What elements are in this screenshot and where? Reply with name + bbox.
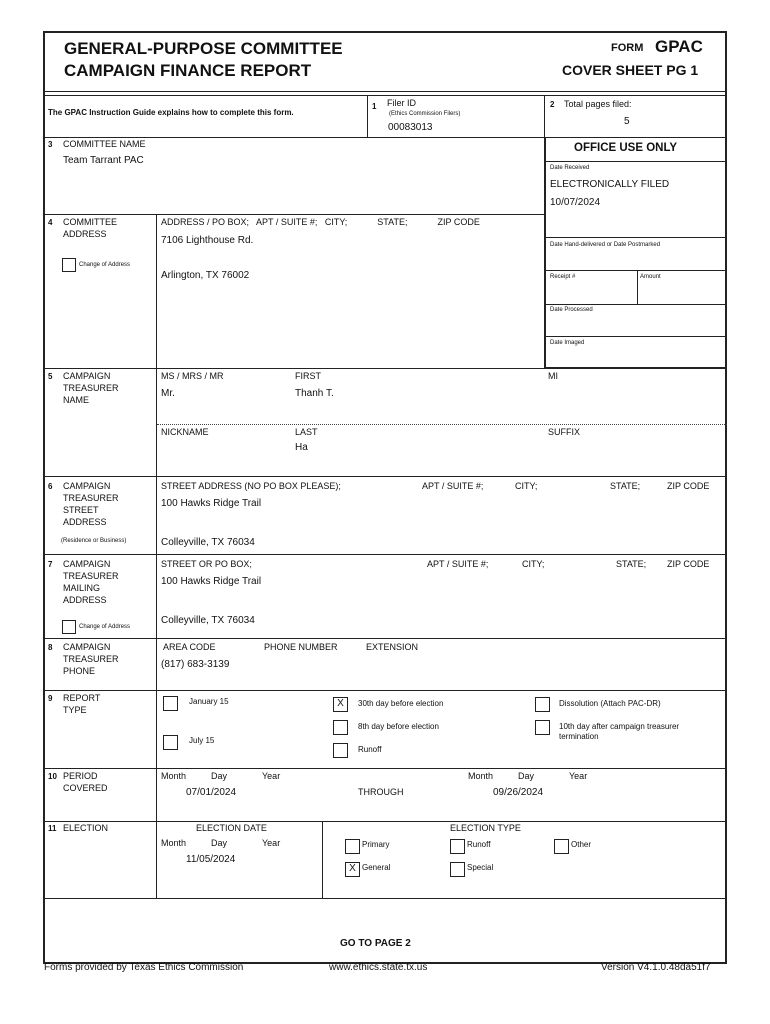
divider xyxy=(43,95,727,96)
receipt-label: Receipt # xyxy=(550,274,576,280)
period-year-label: Year xyxy=(262,771,281,781)
other-checkbox[interactable] xyxy=(554,839,569,854)
middle-initial-label: MI xyxy=(548,371,558,381)
divider xyxy=(367,95,368,137)
filer-id-value: 00083013 xyxy=(388,122,433,133)
report-type-label: TYPE xyxy=(63,705,87,715)
treasurer-phone-number: 8 xyxy=(48,643,53,652)
divider xyxy=(43,91,727,92)
treasurer-mailing-label: ADDRESS xyxy=(63,595,107,605)
election-date-value: 11/05/2024 xyxy=(186,854,236,865)
report-type-label: REPORT xyxy=(63,693,101,703)
period-number: 10 xyxy=(48,772,57,781)
8th-day-label: 8th day before election xyxy=(358,722,439,731)
processed-label: Date Processed xyxy=(550,307,593,313)
divider xyxy=(156,768,157,821)
footer-provider: Forms provided by Texas Ethics Commission xyxy=(44,962,244,973)
zip-code-label: ZIP CODE xyxy=(667,481,710,491)
date-received-value-line1: ELECTRONICALLY FILED xyxy=(550,179,670,190)
divider xyxy=(43,368,727,369)
mailing-street-label: STREET OR PO BOX; xyxy=(161,559,252,569)
divider xyxy=(544,95,545,137)
go-to-page-2: GO TO PAGE 2 xyxy=(340,938,411,949)
divider xyxy=(545,237,727,238)
30th-day-checkbox[interactable]: X xyxy=(333,697,348,712)
form-code: GPAC xyxy=(655,37,703,56)
change-of-address-label: Change of Address xyxy=(79,262,131,268)
runoff-label: Runoff xyxy=(358,745,382,754)
period-year-label: Year xyxy=(569,771,588,781)
treasurer-street-line2: Colleyville, TX 76034 xyxy=(161,537,255,548)
divider xyxy=(545,336,727,337)
election-month-label: Month xyxy=(161,838,187,848)
mailing-state-label: STATE; xyxy=(616,559,647,569)
city-label: CITY; xyxy=(515,481,538,491)
treasurer-street-line1: 100 Hawks Ridge Trail xyxy=(161,498,262,509)
total-pages-label: Total pages filed: xyxy=(564,99,632,109)
10th-day-after-label: termination xyxy=(559,732,599,741)
office-use-title: OFFICE USE ONLY xyxy=(574,142,678,154)
divider xyxy=(43,821,727,822)
divider xyxy=(157,424,727,425)
period-label: COVERED xyxy=(63,783,108,793)
period-day-label: Day xyxy=(211,771,228,781)
form-title-line2: CAMPAIGN FINANCE REPORT xyxy=(64,61,312,80)
amount-label: Amount xyxy=(640,274,661,280)
area-code-label: AREA CODE xyxy=(163,642,216,652)
imaged-label: Date Imaged xyxy=(550,340,585,346)
period-from-value: 07/01/2024 xyxy=(186,787,237,798)
committee-address-columns: ADDRESS / PO BOX; APT / SUITE #; CITY; STATE; ZIP CODE xyxy=(161,217,480,227)
divider xyxy=(43,476,727,477)
state-label: STATE; xyxy=(610,481,641,491)
last-name-value: Ha xyxy=(295,442,308,453)
mailing-change-of-address-label: Change of Address xyxy=(79,624,131,630)
report-type-number: 9 xyxy=(48,694,53,703)
first-name-label: FIRST xyxy=(295,371,321,381)
election-runoff-label: Runoff xyxy=(467,840,491,849)
treasurer-mailing-number: 7 xyxy=(48,560,53,569)
committee-address-label: COMMITTEE xyxy=(63,217,117,227)
street-address-label: STREET ADDRESS (NO PO BOX PLEASE); xyxy=(161,481,341,491)
election-number: 11 xyxy=(48,824,57,833)
divider xyxy=(156,368,157,476)
footer-version: Version V4.1.0.48da51f7 xyxy=(601,962,711,973)
committee-address-line2: Arlington, TX 76002 xyxy=(161,270,250,281)
divider xyxy=(43,214,544,215)
divider xyxy=(43,554,727,555)
january-15-checkbox[interactable] xyxy=(163,696,178,711)
july-15-checkbox[interactable] xyxy=(163,735,178,750)
mailing-city-label: CITY; xyxy=(522,559,545,569)
primary-checkbox[interactable] xyxy=(345,839,360,854)
general-label: General xyxy=(362,863,391,872)
total-pages-value: 5 xyxy=(624,116,630,127)
election-date-label: ELECTION DATE xyxy=(196,823,267,833)
date-received-value-line2: 10/07/2024 xyxy=(550,197,601,208)
primary-label: Primary xyxy=(362,840,390,849)
mailing-zip-label: ZIP CODE xyxy=(667,559,710,569)
footer-website[interactable]: www.ethics.state.tx.us xyxy=(329,962,428,973)
treasurer-mailing-label: CAMPAIGN xyxy=(63,559,111,569)
treasurer-name-label: TREASURER xyxy=(63,383,119,393)
treasurer-name-number: 5 xyxy=(48,372,53,381)
treasurer-mailing-label: TREASURER xyxy=(63,571,119,581)
period-day-label: Day xyxy=(518,771,535,781)
election-type-label: ELECTION TYPE xyxy=(450,823,521,833)
residence-label: (Residence or Business) xyxy=(61,538,127,544)
special-checkbox[interactable] xyxy=(450,862,465,877)
phone-number-label: PHONE NUMBER xyxy=(264,642,338,652)
date-received-label: Date Received xyxy=(550,165,590,171)
office-use-box xyxy=(544,137,727,369)
last-name-label: LAST xyxy=(295,427,318,437)
divider xyxy=(156,638,157,690)
committee-name-label: COMMITTEE NAME xyxy=(63,139,146,149)
treasurer-name-label: NAME xyxy=(63,395,90,405)
runoff-checkbox[interactable] xyxy=(333,743,348,758)
10th-day-after-checkbox[interactable] xyxy=(535,720,550,735)
treasurer-phone-value: (817) 683-3139 xyxy=(161,659,230,670)
total-pages-number: 2 xyxy=(550,100,555,109)
divider xyxy=(545,270,727,271)
divider xyxy=(43,638,727,639)
committee-address-label: ADDRESS xyxy=(63,229,107,239)
january-15-label: January 15 xyxy=(189,697,229,706)
title-value: Mr. xyxy=(161,388,175,399)
apt-suite-label: APT / SUITE #; xyxy=(422,481,484,491)
cover-sheet-label: COVER SHEET PG 1 xyxy=(562,62,699,78)
committee-address-number: 4 xyxy=(48,218,53,227)
dissolution-label: Dissolution (Attach PAC-DR) xyxy=(559,699,661,708)
general-checkbox[interactable]: X xyxy=(345,862,360,877)
treasurer-phone-label: PHONE xyxy=(63,666,96,676)
divider xyxy=(545,304,727,305)
suffix-label: SUFFIX xyxy=(548,427,581,437)
through-label: THROUGH xyxy=(358,787,404,797)
treasurer-mailing-line2: Colleyville, TX 76034 xyxy=(161,615,255,626)
july-15-label: July 15 xyxy=(189,736,215,745)
treasurer-street-label: ADDRESS xyxy=(63,517,107,527)
treasurer-street-number: 6 xyxy=(48,482,53,491)
divider xyxy=(322,821,323,898)
divider xyxy=(545,161,727,162)
committee-address-line1: 7106 Lighthouse Rd. xyxy=(161,235,254,246)
filer-id-sublabel: (Ethics Commission Filers) xyxy=(389,111,461,117)
period-month-label: Month xyxy=(161,771,187,781)
period-to-value: 09/26/2024 xyxy=(493,787,544,798)
first-name-value: Thanh T. xyxy=(295,388,334,399)
change-of-address-checkbox[interactable] xyxy=(62,258,76,272)
form-label: FORM xyxy=(611,42,644,54)
8th-day-checkbox[interactable] xyxy=(333,720,348,735)
hand-delivered-label: Date Hand-delivered or Date Postmarked xyxy=(550,242,661,248)
other-label: Other xyxy=(571,840,592,849)
treasurer-street-label: STREET xyxy=(63,505,99,515)
filer-id-number: 1 xyxy=(372,102,377,111)
election-year-label: Year xyxy=(262,838,281,848)
form-title-line1: GENERAL-PURPOSE COMMITTEE xyxy=(64,39,343,58)
committee-name-value: Team Tarrant PAC xyxy=(63,155,144,166)
divider xyxy=(43,898,727,899)
instruction-text: The GPAC Instruction Guide explains how to complete this form. xyxy=(48,108,294,117)
period-month-label: Month xyxy=(468,771,494,781)
committee-name-number: 3 xyxy=(48,140,53,149)
dissolution-checkbox[interactable] xyxy=(535,697,550,712)
divider xyxy=(43,768,727,769)
treasurer-street-label: CAMPAIGN xyxy=(63,481,111,491)
title-label: MS / MRS / MR xyxy=(161,371,224,381)
divider xyxy=(156,821,157,898)
treasurer-phone-label: TREASURER xyxy=(63,654,119,664)
10th-day-after-label: 10th day after campaign treasurer xyxy=(559,722,680,731)
treasurer-mailing-label: MAILING xyxy=(63,583,101,593)
divider xyxy=(637,270,638,304)
election-label: ELECTION xyxy=(63,823,109,833)
nickname-label: NICKNAME xyxy=(161,427,209,437)
treasurer-phone-label: CAMPAIGN xyxy=(63,642,111,652)
special-label: Special xyxy=(467,863,494,872)
treasurer-mailing-line1: 100 Hawks Ridge Trail xyxy=(161,576,262,587)
divider xyxy=(156,476,157,638)
extension-label: EXTENSION xyxy=(366,642,419,652)
divider xyxy=(156,214,157,368)
divider xyxy=(156,690,157,768)
mailing-apt-label: APT / SUITE #; xyxy=(427,559,489,569)
treasurer-name-label: CAMPAIGN xyxy=(63,371,111,381)
treasurer-street-label: TREASURER xyxy=(63,493,119,503)
divider xyxy=(43,690,727,691)
period-label: PERIOD xyxy=(63,771,98,781)
filer-id-label: Filer ID xyxy=(387,98,416,108)
mailing-change-of-address-checkbox[interactable] xyxy=(62,620,76,634)
election-day-label: Day xyxy=(211,838,228,848)
30th-day-label: 30th day before election xyxy=(358,699,444,708)
election-runoff-checkbox[interactable] xyxy=(450,839,465,854)
